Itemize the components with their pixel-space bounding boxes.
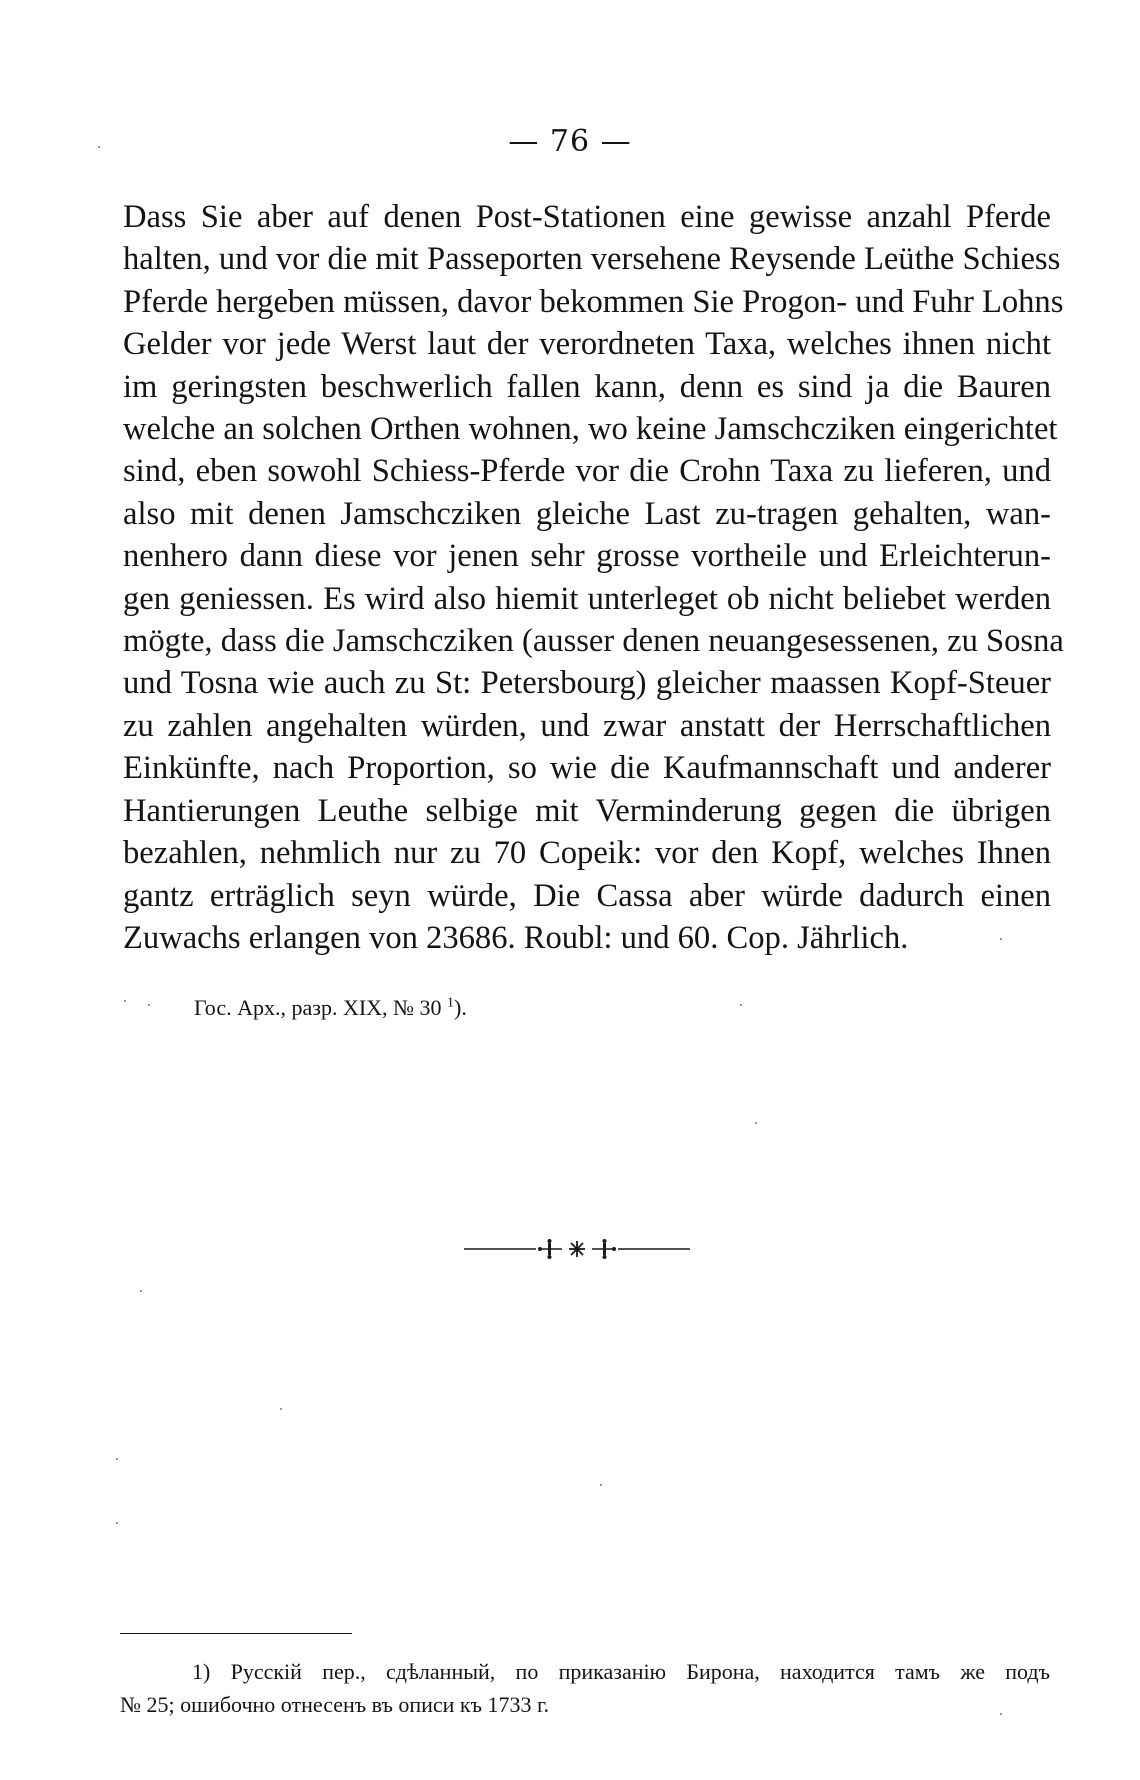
ornament-right-flourish [592,1239,616,1259]
body-line: gantz erträglich seyn würde, Die Cassa aber würde dadurch einen [123,877,1051,914]
source-close: ). [454,995,467,1020]
source-text: Гос. Арх., разр. XIX, № 30 [194,995,442,1020]
print-speck [1000,1713,1002,1715]
print-speck [140,1290,142,1292]
print-speck [600,1484,602,1486]
ornament-left-flourish [538,1239,562,1259]
print-speck [116,1458,118,1460]
body-line: Dass Sie aber auf denen Post-Stationen eine gewisse anzahl Pferde [123,199,1051,235]
footnote-line: № 25; ошибочно отнесенъ въ описи къ 1733 г. [120,1692,550,1717]
ornament-divider [464,1236,690,1262]
body-line: gen geniessen. Es wird also hiemit unterleget ob nicht beliebet werden [123,580,1051,617]
body-line: Gelder vor jede Werst laut der verordneten Taxa, welches ihnen nicht [123,326,1051,363]
body-line: halten, und vor die mit Passeporten versehene Reysende Leüthe Schiess [123,241,1061,278]
print-speck [755,1122,757,1124]
footnote-reference: 1 [447,995,455,1011]
body-line: zu zahlen angehalten würden, und zwar anstatt der Herrschaftlichen [123,707,1051,744]
body-line: und Tosna wie auch zu St: Petersbourg) gleicher maassen Kopf-Steuer [123,665,1051,702]
footnote-line: 1) Русскій пер., сдѣланный, по приказанію Бирона, находится тамъ же подъ [192,1659,1050,1684]
body-line: nenhero dann diese vor jenen sehr grosse vortheile und Erleichterun- [123,538,1051,575]
print-speck [124,1000,126,1002]
body-line: welche an solchen Orthen wohnen, wo keine Jamschcziken eingerichtet [123,411,1058,448]
print-speck [148,1004,150,1006]
ornament-star-icon [569,1241,585,1257]
body-line: bezahlen, nehmlich nur zu 70 Copeik: vor den Kopf, welches Ihnen [123,835,1051,872]
print-speck [1000,938,1002,940]
body-line: im geringsten beschwerlich fallen kann, denn es sind ja die Bauren [123,368,1051,405]
body-line: Pferde hergeben müssen, davor bekommen Sie Progon- und Fuhr Lohns [123,283,1064,320]
body-line: also mit denen Jamschcziken gleiche Last zu-tragen gehalten, wan- [123,495,1051,532]
print-speck [280,1408,282,1410]
body-line: Hantierungen Leuthe selbige mit Verminderung gegen die übrigen [123,792,1051,829]
body-line: Zuwachs erlangen von 23686. Roubl: und 60. Cop. Jährlich. [123,919,909,956]
body-line: sind, eben sowohl Schiess-Pferde vor die Crohn Taxa zu lieferen, und [123,453,1051,490]
page-number: — 76 — [508,124,632,159]
archive-source-citation [194,995,467,1021]
body-line: mögte, dass die Jamschcziken (ausser denen neuangesessenen, zu Sosna [123,623,1064,660]
footnote [120,1655,1050,1721]
footnote-rule [120,1633,352,1634]
body-text [123,196,1064,959]
print-speck [98,146,100,148]
print-speck [740,1004,742,1006]
body-line: Einkünfte, nach Proportion, so wie die Kaufmannschaft und anderer [123,750,1051,787]
print-speck [116,1522,118,1524]
